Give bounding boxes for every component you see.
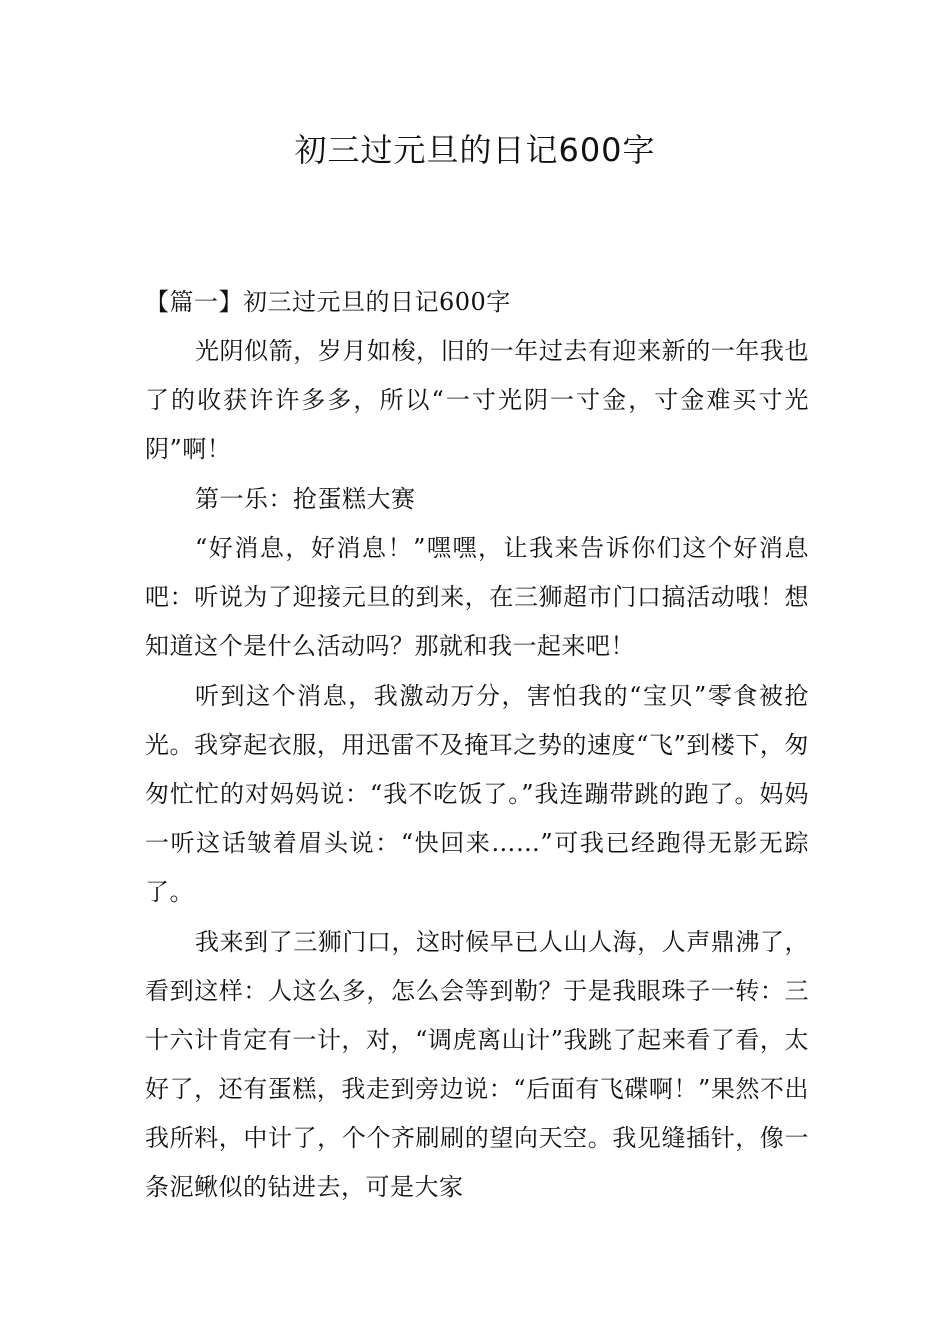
- document-body: [145, 278, 809, 1213]
- paragraph: “好消息，好消息！”嘿嘿，让我来告诉你们这个好消息吧：听说为了迎接元旦的到来，在三狮超市门口搞活动哦！想知道这个是什么活动吗？那就和我一起来吧！: [145, 534, 809, 660]
- paragraph: 听到这个消息，我激动万分，害怕我的“宝贝”零食被抢光。我穿起衣服，用迅雷不及掩耳之势的速度“飞”到楼下，匆匆忙忙的对妈妈说：“我不吃饭了。”我连蹦带跳的跑了。妈妈一听这话皱着眉头说：“快回来……”可我已经跑得无影无踪了。: [145, 682, 809, 906]
- paragraph: 我来到了三狮门口，这时候早已人山人海，人声鼎沸了，看到这样：人这么多，怎么会等到勒？于是我眼珠子一转：三十六计肯定有一计，对，“调虎离山计”我跳了起来看了看，太好了，还有蛋糕，我走到旁边说：“后面有飞碟啊！”果然不出我所料，中计了，个个齐刷刷的望向天空。我见缝插针，像一条泥鳅似的钻进去，可是大家: [145, 928, 809, 1201]
- section-heading: 【篇一】初三过元旦的日记600字: [145, 288, 511, 316]
- sub-heading: 第一乐：抢蛋糕大赛: [195, 485, 416, 513]
- document-title: 初三过元旦的日记600字: [294, 131, 656, 169]
- paragraph: 光阴似箭，岁月如梭，旧的一年过去有迎来新的一年我也了的收获许许多多，所以“一寸光阴一寸金，寸金难买寸光阴”啊！: [145, 337, 809, 463]
